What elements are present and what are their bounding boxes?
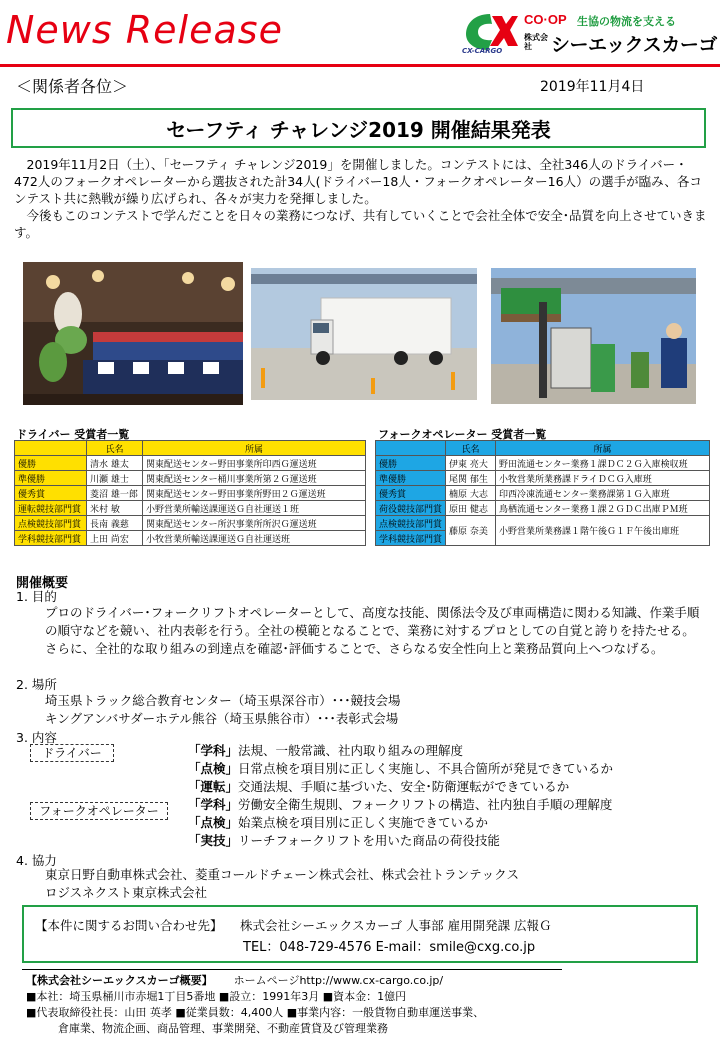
award-category: 点検競技部門賞 — [15, 516, 87, 531]
table-row — [376, 486, 710, 501]
intro-paragraph: 今後もこのコンテストで学んだことを日々の業務につなげ、共有していくことで会社全体で安全･品質を向上させていきます。 — [14, 208, 707, 240]
homepage-link[interactable]: ホームページhttp://www.cx-cargo.co.jp/ — [233, 974, 444, 987]
contents-text: 労働安全衛生規則、フォークリフトの構造、社内独自手順の理解度 — [238, 797, 613, 812]
truck-competition-photo — [251, 268, 477, 400]
contact-label: 【本件に関するお問い合わせ先】 — [35, 918, 223, 933]
footer-heading: 【株式会社シーエックスカーゴ概要】 — [26, 974, 213, 987]
winner-name: 上田 尚宏 — [87, 531, 143, 546]
award-category: 点検競技部門賞 — [376, 516, 446, 531]
forklift-competition-photo — [491, 268, 696, 404]
winner-name: 尾関 郁生 — [446, 471, 496, 486]
section-heading-contents: 3. 内容 — [16, 730, 57, 745]
award-category: 優秀賞 — [376, 486, 446, 501]
intro-paragraph: 2019年11月2日（土）、「セーフティ チャレンジ2019」を開催しました。コンテストには、全社346人のドライバー・472人のフォークオペレーターから選抜された計34人(ドライバー18人・フォークオペレーター16人）の選手が臨み、各コンテスト共に熱戦が繰り広げられ、各々が実力を発揮しました。 — [14, 157, 702, 206]
column-header: 氏名 — [446, 441, 496, 456]
forklift-awards-table — [375, 440, 710, 546]
award-category: 学科競技部門賞 — [15, 531, 87, 546]
winner-affiliation: 関東配送センター野田事業所印西Ｇ運送班 — [143, 456, 366, 471]
forklift-table-title: フォークオペレーター 受賞者一覧 — [378, 428, 547, 441]
table-row — [15, 471, 366, 486]
award-category: 準優勝 — [376, 471, 446, 486]
award-category: 優秀賞 — [15, 486, 87, 501]
logo-company-name: シーエックスカーゴ — [551, 34, 717, 56]
award-category: 運転競技部門賞 — [15, 501, 87, 516]
contents-key: 「点検」 — [188, 815, 239, 830]
table-row — [15, 501, 366, 516]
table-row — [15, 456, 366, 471]
news-release-title: News Release — [6, 8, 283, 52]
cooperation-line: ロジスネクスト東京株式会社 — [45, 885, 208, 900]
winner-name: 清水 雄太 — [87, 456, 143, 471]
contents-text: 始業点検を項目別に正しく実施できているか — [238, 815, 489, 830]
driver-category-label: ドライバー — [30, 744, 114, 762]
section-body-cooperation — [45, 866, 705, 902]
winner-name: 楠原 大志 — [446, 486, 496, 501]
award-category: 学科競技部門賞 — [376, 531, 446, 546]
driver-awards-table — [14, 440, 366, 546]
winner-affiliation: 野田流通センター業務１課ＤＣ２Ｇ入庫検収班 — [496, 456, 710, 471]
column-header: 所属 — [143, 441, 366, 456]
contents-item — [188, 742, 613, 760]
contents-key: 「学科」 — [188, 743, 239, 758]
section-heading-purpose: 1. 目的 — [16, 589, 57, 604]
contents-key: 「運転」 — [188, 779, 239, 794]
section-body-venue — [45, 692, 705, 728]
footer-rule — [22, 969, 562, 970]
table-row — [15, 516, 366, 531]
footer-line: ■本社：埼玉県桶川市赤堀1丁目5番地 ■設立：1991年3月 ■資本金：1億円 — [26, 990, 407, 1003]
winner-affiliation: 印西冷凍流通センター業務課第１Ｇ入庫班 — [496, 486, 710, 501]
contents-item — [188, 832, 613, 850]
winner-affiliation: 小牧営業所業務課ドライＤＣＧ入庫班 — [496, 471, 710, 486]
column-header — [376, 441, 446, 456]
winner-affiliation: 関東配送センター所沢事業所所沢Ｇ運送班 — [143, 516, 366, 531]
cooperation-line: 東京日野自動車株式会社、菱重コールドチェーン株式会社、株式会社トランテックス — [45, 867, 520, 882]
logo-kabushiki: 株式会社 — [524, 33, 548, 51]
overview-heading: 開催概要 — [16, 576, 69, 591]
contents-text: 交通法規、手順に基づいた、安全･防衛運転ができているか — [238, 779, 570, 794]
contact-tel-email[interactable]: TEL：048-729-4576 E-mail：smile@cxg.co.jp — [243, 940, 536, 955]
table-row — [376, 471, 710, 486]
section-body-purpose: プロのドライバー･フォークリフトオペレーターとして、高度な技能、関係法令及び車両構造に関わる知識、作業手順の順守などを競い、社内表彰を行う。全社の模範となることで、業務に対するプロとしての自覚と誇りを持たせる。さらに、全社的な取り組みの到達点を確認･評価することで、さらなる安全性向上と業務品質向上へつなげる。 — [45, 605, 700, 656]
contents-item — [188, 778, 613, 796]
contents-key: 「実技」 — [188, 833, 239, 848]
logo-cx-cargo-text: CX-CARGO — [462, 47, 503, 55]
award-ceremony-photo — [23, 262, 243, 405]
company-overview-footer — [26, 973, 484, 1037]
winner-affiliation: 小野営業所業務課１階午後Ｇ１Ｆ午後出庫班 — [496, 516, 710, 546]
footer-line: 倉庫業、物流企画、商品管理、事業開発、不動産賃貸及び管理業務 — [58, 1022, 388, 1035]
footer-heading-row — [26, 973, 484, 989]
award-category: 準優勝 — [15, 471, 87, 486]
table-header-row — [376, 441, 710, 456]
contest-contents-list — [188, 742, 613, 850]
page-title: セーフティ チャレンジ2019 開催結果発表 — [166, 117, 551, 142]
table-row — [376, 501, 710, 516]
table-header-row — [15, 441, 366, 456]
winner-name: 藤原 奈美 — [446, 516, 496, 546]
footer-line: ■代表取締役社長：山田 英孝 ■従業員数：4,400人 ■事業内容：一般貨物自動車運送事業、 — [26, 1006, 485, 1019]
winner-name: 原田 健志 — [446, 501, 496, 516]
section-heading-venue: 2. 場所 — [16, 677, 57, 692]
contents-text: 日常点検を項目別に正しく実施し、不具合箇所が発見できているか — [238, 761, 614, 776]
logo-coop: CO·OP — [524, 12, 567, 27]
award-category: 優勝 — [15, 456, 87, 471]
winner-name: 菱沼 雄一郎 — [87, 486, 143, 501]
column-header: 氏名 — [87, 441, 143, 456]
contents-key: 「点検」 — [188, 761, 239, 776]
column-header: 所属 — [496, 441, 710, 456]
driver-table-title: ドライバー 受賞者一覧 — [16, 428, 130, 441]
winner-name: 長南 義慈 — [87, 516, 143, 531]
column-header — [15, 441, 87, 456]
intro-text — [14, 156, 709, 241]
contents-item — [188, 760, 613, 778]
contents-key: 「学科」 — [188, 797, 239, 812]
winner-affiliation: 関東配送センター桶川事業所第２Ｇ運送班 — [143, 471, 366, 486]
contents-item — [188, 796, 613, 814]
forklift-category-label: フォークオペレーター — [30, 802, 168, 820]
section-heading-cooperation: 4. 協力 — [16, 853, 57, 868]
winner-name: 川瀬 雄士 — [87, 471, 143, 486]
addressee: ＜関係者各位＞ — [16, 77, 129, 96]
winner-name: 伊東 亮大 — [446, 456, 496, 471]
table-row — [15, 486, 366, 501]
release-date: 2019年11月4日 — [540, 79, 645, 95]
contents-item — [188, 814, 613, 832]
winner-name: 米村 敏 — [87, 501, 143, 516]
venue-line: 埼玉県トラック総合教育センター（埼玉県深谷市）･･･競技会場 — [45, 693, 401, 708]
table-row — [15, 531, 366, 546]
table-row — [376, 456, 710, 471]
award-category: 優勝 — [376, 456, 446, 471]
contents-text: 法規、一般常識、社内取り組みの理解度 — [238, 743, 464, 758]
contents-text: リーチフォークリフトを用いた商品の荷役技能 — [238, 833, 500, 848]
contact-organization: 株式会社シーエックスカーゴ 人事部 雇用開発課 広報Ｇ — [240, 918, 552, 933]
venue-line: キングアンバサダーホテル熊谷（埼玉県熊谷市）･･･表彰式会場 — [45, 711, 399, 726]
header-rule — [0, 64, 720, 67]
winner-affiliation: 関東配送センター野田事業所野田２Ｇ運送班 — [143, 486, 366, 501]
winner-affiliation: 鳥栖流通センター業務１課２ＧＤＣ出庫ＰＭ班 — [496, 501, 710, 516]
contact-box — [22, 905, 698, 963]
winner-affiliation: 小野営業所輸送課運送Ｇ自社運送１班 — [143, 501, 366, 516]
title-box — [11, 108, 706, 148]
table-row — [376, 516, 710, 531]
logo-tagline: 生協の物流を支える — [577, 15, 676, 28]
winner-affiliation: 小牧営業所輸送課運送Ｇ自社運送班 — [143, 531, 366, 546]
award-category: 荷役競技部門賞 — [376, 501, 446, 516]
